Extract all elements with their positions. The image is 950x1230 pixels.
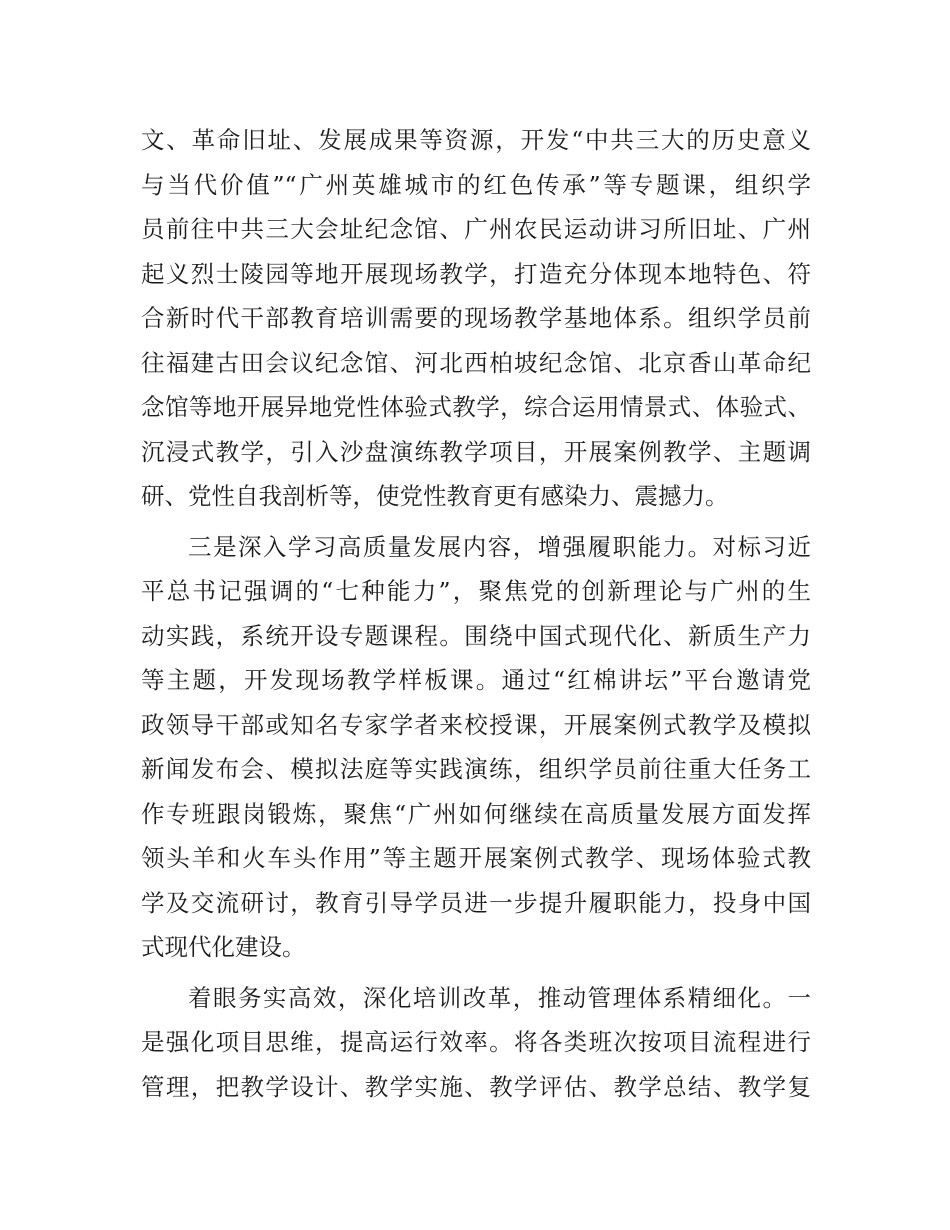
text-line: 员前往中共三大会址纪念馆、广州农民运动讲习所旧址、广州 [141,215,811,243]
text-line: 往福建古田会议纪念馆、河北西柏坡纪念馆、北京香山革命纪 [141,348,811,377]
text-line: 是强化项目思维，提高运行效率。将各类班次按项目流程进行 [141,1028,811,1056]
text-line: 学及交流研讨，教育引导学员进一步提升履职能力，投身中国 [141,888,811,917]
text-line: 三是深入学习高质量发展内容，增强履职能力。对标习近 [188,532,811,561]
text-line: 念馆等地开展异地党性体验式教学，综合运用情景式、体验式、 [141,393,811,421]
text-line: 文、革命旧址、发展成果等资源，开发“中共三大的历史意义 [141,126,811,154]
paragraph-1 [141,118,811,519]
text-line: 研、党性自我剖析等，使党性教育更有感染力、震撼力。 [141,482,729,510]
text-line: 领头羊和火车头作用”等主题开展案例式教学、现场体验式教 [141,844,811,872]
text-line: 平总书记强调的“七种能力”，聚焦党的创新理论与广州的生 [141,577,811,605]
text-line: 动实践，系统开设专题课程。围绕中国式现代化、新质生产力 [141,621,811,650]
document-body [141,118,811,1109]
text-line: 新闻发布会、模拟法庭等实践演练，组织学员前往重大任务工 [141,755,811,783]
paragraph-3 [141,976,811,1110]
text-line: 政领导干部或知名专家学者来校授课，开展案例式教学及模拟 [141,710,811,739]
text-line: 合新时代干部教育培训需要的现场教学基地体系。组织学员前 [141,304,811,332]
text-line: 管理，把教学设计、教学实施、教学评估、教学总结、教学复 [141,1072,811,1101]
text-line: 与当代价值”“广州英雄城市的红色传承”等专题课，组织学 [141,170,811,199]
text-line: 起义烈士陵园等地开展现场教学，打造充分体现本地特色、符 [141,259,811,288]
text-line: 沉浸式教学，引入沙盘演练教学项目，开展案例教学、主题调 [141,437,811,466]
text-line: 式现代化建设。 [141,933,306,961]
text-line: 着眼务实高效，深化培训改革，推动管理体系精细化。一 [188,983,811,1012]
text-line: 作专班跟岗锻炼，聚焦“广州如何继续在高质量发展方面发挥 [141,799,811,828]
text-line: 等主题，开发现场教学样板课。通过“红棉讲坛”平台邀请党 [141,666,811,694]
paragraph-2 [141,525,811,970]
